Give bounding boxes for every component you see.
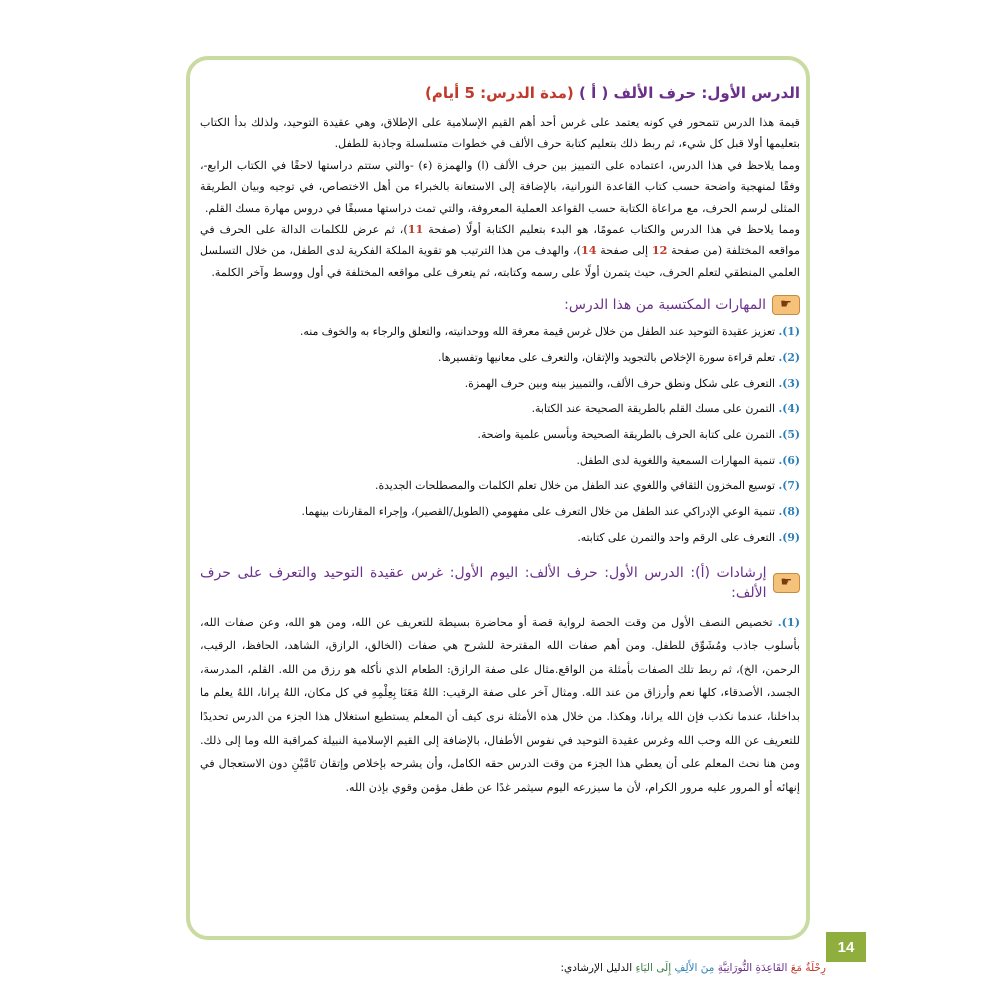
skills-heading (200, 295, 800, 315)
guidance-heading (200, 563, 800, 603)
guidance-heading-text: إرشادات (أ): الدرس الأول: حرف الألف: اليوم الأول: غرس عقيدة التوحيد والتعرف على حرف الألف: (200, 564, 767, 601)
pointing-hand-icon: ☛ (772, 295, 800, 315)
guidance-paragraph: (1). تخصيص النصف الأول من وقت الحصة لرواية قصة أو محاضرة بسيطة للتعريف عن الله، ومن هو الله، وعن صفات الله، بأسلوب جاذب ومُشَوِّق للطفل. ومن أهم صفات الله المقترحة للشرح هي صفات (الخالق، الرازق، الشاهد، الحافظ، الرقيب، الرحمن، الخ)، ثم ربط تلك الصفات بأمثلة من الواقع.مثال على صفة الرازق: الطعام الذي نأكله هو رزق من الله. القلم، المدرسة، الجسد، الأصدقاء، كلها نعم وأرزاق من عند الله. ومثال آخر على صفة الرقيب: اللهُ مَعَنَا بِعِلْمِهِ في كل مكان، اللهُ يرانا، اللهُ يعلم ما بداخلنا، عندما نكذب فإن الله يرانا، وهكذا. من خلال هذه الأمثلة نرى كيف أن المعلم يستطيع استغلال هذا الجزء من الدرس تحديدًا للتعريف عن الله وحب الله وغرس عقيدة التوحيد في نفوس الأطفال، بالإضافة إلى القيم الإسلامية النبيلة كمراقبة الله وما إلى ذلك. ومن هنا نحث المعلم على أن يعطي هذا الجزء من وقت الدرس حقه الكامل، وأن يشرحه بإخلاص وإتقان تَامَّيْنِ دون الاستعجال في إنهائه أو المرور عليه مرور الكرام، لأن ما سيزرعه اليوم سيثمر غدًا عن طفل مؤمن وقوي بإذن الله. (200, 614, 800, 794)
list-item: (4). التمرن على مسك القلم بالطريقة الصحيحة عند الكتابة. (531, 402, 800, 416)
page-number: 14 (826, 932, 866, 962)
list-item: (5). التمرن على كتابة الحرف بالطريقة الصحيحة وبأسس علمية واضحة. (477, 428, 800, 442)
page-content (200, 72, 800, 932)
lesson-duration: (مدة الدرس: 5 أيام) (424, 84, 574, 102)
lesson-title-main: الدرس الأول: حرف الألف ( أ ) (579, 84, 800, 102)
list-item: (1). تعزيز عقيدة التوحيد عند الطفل من خلال غرس قيمة معرفة الله ووحدانيته، والتعلق والرجاء به والخوف منه. (299, 325, 800, 339)
list-item: (7). توسيع المخزون الثقافي واللغوي عند الطفل من خلال تعلم الكلمات والمصطلحات الجديدة. (375, 479, 800, 493)
list-item: (2). تعلم قراءة سورة الإخلاص بالتجويد والإتقان، والتعرف على معانيها وتفسيرها. (438, 350, 800, 364)
intro-paragraph: ومما يلاحظ في هذا الدرس، اعتماده على التمييز بين حرف الألف (ا) والهمزة (ء) -والتي ستتم دراستها لاحقًا في الكتاب الرابع-، وفقًا لمنهجية واضحة حسب كتاب القاعدة النورانية، بالإضافة إلى الاستعانة بالخبراء من أهل الاختصاص، في توجيه وبيان الطريقة المثلى لرسم الحرف، مع مراعاة الكتابة حسب القواعد العملية المعروفة، والتي تمت دراستها مسبقًا في دروس مهارة مسك القلم. (200, 158, 800, 215)
skills-list (200, 319, 800, 550)
list-item: (3). التعرف على شكل ونطق حرف الألف، والتمييز بينه وبين حرف الهمزة. (464, 376, 800, 390)
skills-heading-text: المهارات المكتسبة من هذا الدرس: (564, 297, 766, 314)
pointing-hand-icon: ☛ (773, 573, 800, 593)
list-item: (8). تنمية الوعي الإدراكي عند الطفل من خلال التعرف على مفهومي (الطويل/القصير)، وإجراء المقارنات بينهما. (301, 505, 800, 519)
intro-paragraph: قيمة هذا الدرس تتمحور في كونه يعتمد على غرس أحد أهم القيم الإسلامية على الإطلاق، وهي عقيدة التوحيد، ولذلك بدأ الكتاب بتعليمها أولا قبل كل شيء، ثم ربط ذلك بتعليم كتابة حرف الألف في خطوات متسلسلة وجاذبة للطفل. (200, 116, 800, 151)
list-item: (9). التعرف على الرقم واحد والتمرن على كتابته. (577, 530, 800, 544)
list-item: (6). تنمية المهارات السمعية واللغوية لدى الطفل. (576, 453, 800, 467)
lesson-title (200, 82, 800, 104)
footer-title: رِحْلَةٌ مَعَ القَاعِدَةِ النُّورَانِيَّةِ مِنَ الأَلِفِ إِلَى اليَاءِ الدليل الإرشادي: (560, 962, 826, 974)
order-paragraph: ومما يلاحظ في هذا الدرس والكتاب عمومًا، هو البدء بتعليم الكتابة أولًا (صفحة 11)، ثم عرض للكلمات الدالة على الحرف في مواقعه المختلفة (من صفحة 12 إلى صفحة 14)، والهدف من هذا الترتيب هو تقوية الملكة الفكرية لدى الطفل، من خلال التسلسل العلمي المنطقي لتعلم الحرف، حيث يتمرن أولًا على رسمه وكتابته، ثم يتعرف على مواقعه المختلفة في أول ووسط وآخر الكلمة. (200, 222, 800, 279)
